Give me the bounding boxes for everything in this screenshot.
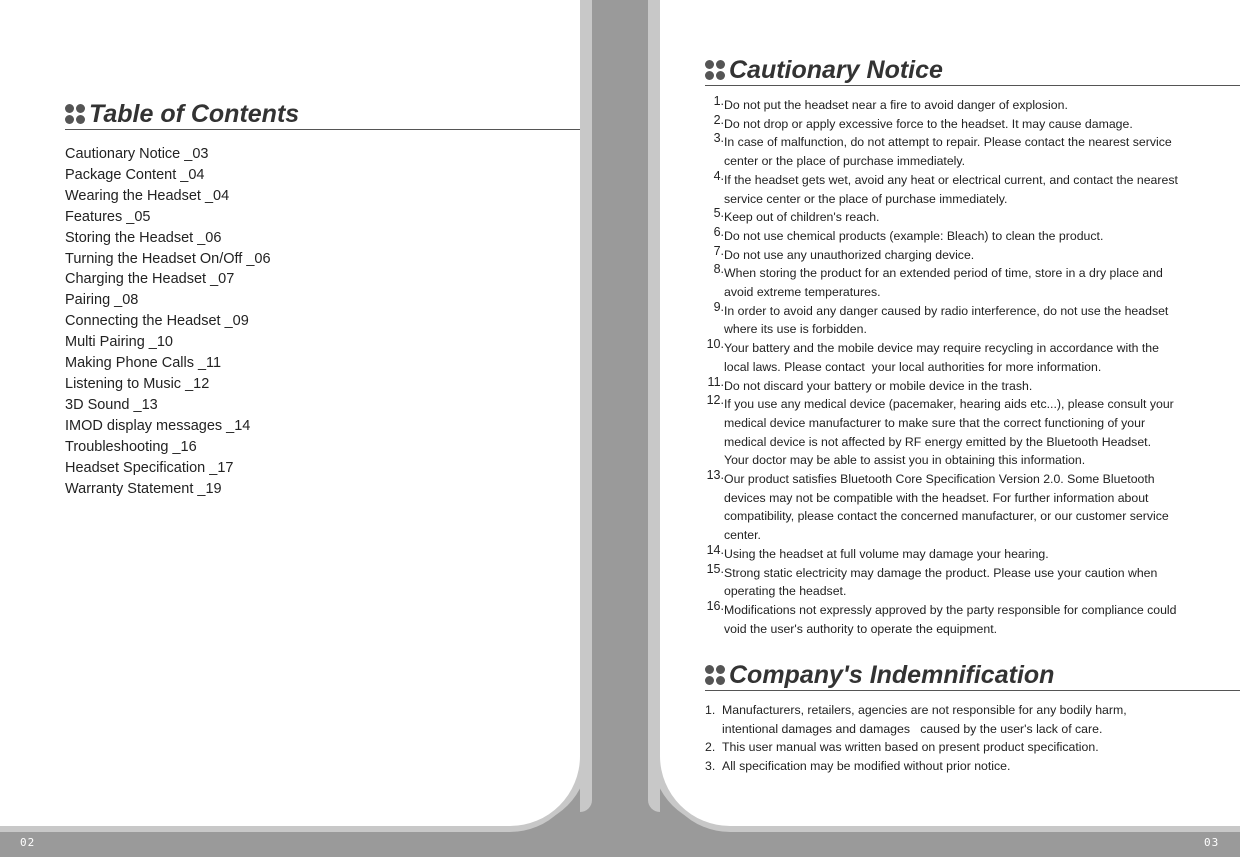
toc-entry: IMOD display messages _14 <box>65 417 251 434</box>
indemnification-title: Company's Indemnification <box>729 661 1055 689</box>
toc-title: Table of Contents <box>89 99 300 128</box>
caution-item-line: medical device is not affected by RF energy emitted by the Bluetooth Headset. <box>724 434 1151 449</box>
indemnification-item-text <box>722 701 1127 738</box>
caution-item-line: center. <box>724 528 761 543</box>
toc-entry: Charging the Headset _07 <box>65 271 235 288</box>
caution-item-line: Our product satisfies Bluetooth Core Specification Version 2.0. Some Bluetooth <box>724 472 1155 487</box>
caution-item-number: 13. <box>706 468 724 483</box>
caution-item <box>700 168 1200 208</box>
caution-item-line: Modifications not expressly approved by the party responsible for compliance could <box>724 602 1177 617</box>
indemnification-item-line: This user manual was written based on present product specification. <box>722 740 1099 755</box>
caution-item-line: Do not drop or apply excessive force to the headset. It may cause damage. <box>724 116 1133 131</box>
caution-item-line: service center or the place of purchase immediately. <box>724 191 1008 206</box>
toc-entry: Features _05 <box>65 208 151 225</box>
caution-item-line: operating the headset. <box>724 584 847 599</box>
cautionary-title: Cautionary Notice <box>729 56 943 84</box>
toc-entry: Headset Specification _17 <box>65 459 234 476</box>
caution-item <box>700 96 1200 115</box>
caution-item-line: Do not use chemical products (example: Bleach) to clean the product. <box>724 228 1104 243</box>
indemnification-item-line: All specification may be modified without prior notice. <box>722 759 1011 774</box>
indemnification-item-line: Manufacturers, retailers, agencies are not responsible for any bodily harm, <box>722 703 1127 717</box>
indemnification-item-number: 1. <box>705 703 716 717</box>
caution-item-line: Your doctor may be able to assist you in obtaining this information. <box>724 453 1086 468</box>
caution-item <box>700 112 1200 134</box>
toc-entry: Package Content _04 <box>65 166 205 183</box>
toc-entry: Turning the Headset On/Off _06 <box>65 250 271 267</box>
caution-item-text <box>724 227 1194 246</box>
caution-item-number: 10. <box>706 337 724 352</box>
cautionary-heading <box>705 55 1240 86</box>
caution-item <box>700 299 1200 339</box>
toc-entry: Multi Pairing _10 <box>65 334 173 351</box>
caution-item-text <box>724 133 1194 170</box>
caution-item <box>700 208 1200 227</box>
caution-item-text <box>724 246 1194 265</box>
caution-item-text <box>724 564 1194 601</box>
caution-item <box>700 470 1200 545</box>
caution-item-number: 7. <box>713 243 724 258</box>
caution-item-number: 2. <box>713 112 724 127</box>
caution-item-line: center or the place of purchase immediately. <box>724 154 966 169</box>
toc-entry: Cautionary Notice _03 <box>65 146 209 162</box>
caution-item <box>700 561 1200 601</box>
left-page-edge <box>580 0 592 812</box>
caution-item-number: 5. <box>713 206 724 221</box>
toc-entry: 3D Sound _13 <box>65 396 158 413</box>
caution-item <box>700 598 1200 638</box>
caution-item-line: medical device manufacturer to make sure that the correct functioning of your <box>724 415 1146 430</box>
indemnification-item-text <box>722 757 1010 776</box>
caution-item-number: 3. <box>713 131 724 146</box>
caution-item <box>700 133 1200 170</box>
indemnification-item-number: 2. <box>705 740 716 755</box>
caution-item-line: Do not discard your battery or mobile device in the trash. <box>724 378 1033 393</box>
right-page-edge <box>648 0 660 812</box>
toc-entry: Connecting the Headset _09 <box>65 313 249 330</box>
caution-item-line: In order to avoid any danger caused by radio interference, do not use the headset <box>724 303 1169 318</box>
caution-item-text <box>724 208 1194 227</box>
caution-item-line: If the headset gets wet, avoid any heat or electrical current, and contact the nearest <box>724 172 1178 187</box>
caution-item-number: 8. <box>713 262 724 277</box>
caution-item-line: If you use any medical device (pacemaker, hearing aids etc...), please consult your <box>724 397 1174 412</box>
caution-item-text <box>724 601 1194 638</box>
page-number-right: 03 <box>1204 836 1220 849</box>
indemnification-item <box>705 738 1175 757</box>
indemnification-item-number: 3. <box>705 759 716 774</box>
caution-item-text <box>724 96 1194 115</box>
indemnification-item <box>705 701 1175 738</box>
toc-entry: Wearing the Headset _04 <box>65 187 230 204</box>
caution-item-text <box>724 395 1194 470</box>
caution-item-line: Do not put the headset near a fire to avoid danger of explosion. <box>724 98 1068 112</box>
caution-item-number: 1. <box>713 94 724 108</box>
caution-item <box>700 243 1200 265</box>
caution-item <box>700 374 1200 396</box>
caution-item-number: 14. <box>706 542 724 557</box>
caution-item-line: void the user's authority to operate the equipment. <box>724 621 998 636</box>
toc-entry: Pairing _08 <box>65 292 139 309</box>
caution-item-line: local laws. Please contact your local authorities for more information. <box>724 359 1102 374</box>
cautionary-list <box>700 96 1200 638</box>
toc-heading <box>65 98 580 130</box>
caution-item-text <box>724 264 1194 301</box>
table-of-contents <box>65 144 271 499</box>
caution-item-line: Do not use any unauthorized charging device. <box>724 247 975 262</box>
caution-item-line: Using the headset at full volume may damage your hearing. <box>724 546 1049 561</box>
caution-item-text <box>724 339 1194 376</box>
caution-item-number: 16. <box>706 598 724 613</box>
caution-item-line: In case of malfunction, do not attempt to repair. Please contact the nearest service <box>724 135 1172 150</box>
indemnification-item-text <box>722 738 1099 757</box>
caution-item-number: 11. <box>707 374 724 389</box>
caution-item <box>700 542 1200 564</box>
indemnification-item-line: intentional damages and damages caused by the user's lack of care. <box>722 721 1103 736</box>
toc-entry: Making Phone Calls _11 <box>65 355 222 372</box>
caution-item <box>700 395 1200 470</box>
caution-item-text <box>724 115 1194 134</box>
toc-entry: Warranty Statement _19 <box>65 480 222 497</box>
caution-item-text <box>724 302 1194 339</box>
caution-item <box>700 264 1200 301</box>
caution-item-line: avoid extreme temperatures. <box>724 285 881 300</box>
toc-entry: Listening to Music _12 <box>65 375 210 392</box>
caution-item-text <box>724 545 1194 564</box>
bullet-dots-icon <box>705 665 725 685</box>
caution-item-line: where its use is forbidden. <box>724 322 867 337</box>
indemnification-item <box>705 757 1175 776</box>
left-page <box>0 0 580 826</box>
caution-item-line: Your battery and the mobile device may require recycling in accordance with the <box>724 341 1159 356</box>
caution-item-number: 9. <box>713 299 724 314</box>
caution-item <box>700 339 1200 376</box>
toc-entry: Troubleshooting _16 <box>65 438 197 455</box>
caution-item-text <box>724 171 1194 208</box>
caution-item-number: 4. <box>713 168 724 183</box>
caution-item-line: When storing the product for an extended period of time, store in a dry place and <box>724 266 1163 281</box>
caution-item-text <box>724 470 1194 545</box>
caution-item-line: Strong static electricity may damage the product. Please use your caution when <box>724 565 1158 580</box>
caution-item-text <box>724 377 1194 396</box>
indemnification-list <box>705 701 1175 776</box>
caution-item-line: Keep out of children's reach. <box>724 210 880 225</box>
caution-item-number: 15. <box>706 561 724 576</box>
caution-item-line: devices may not be compatible with the headset. For further information about <box>724 490 1149 505</box>
bullet-dots-icon <box>705 60 725 80</box>
caution-item <box>700 224 1200 246</box>
caution-item-line: compatibility, please contact the concerned manufacturer, or our customer service <box>724 509 1169 524</box>
toc-entry: Storing the Headset _06 <box>65 229 222 246</box>
caution-item-number: 12. <box>706 393 724 408</box>
indemnification-heading <box>705 660 1240 691</box>
caution-item-number: 6. <box>713 224 724 239</box>
bullet-dots-icon <box>65 104 85 124</box>
page-number-left: 02 <box>20 836 36 849</box>
